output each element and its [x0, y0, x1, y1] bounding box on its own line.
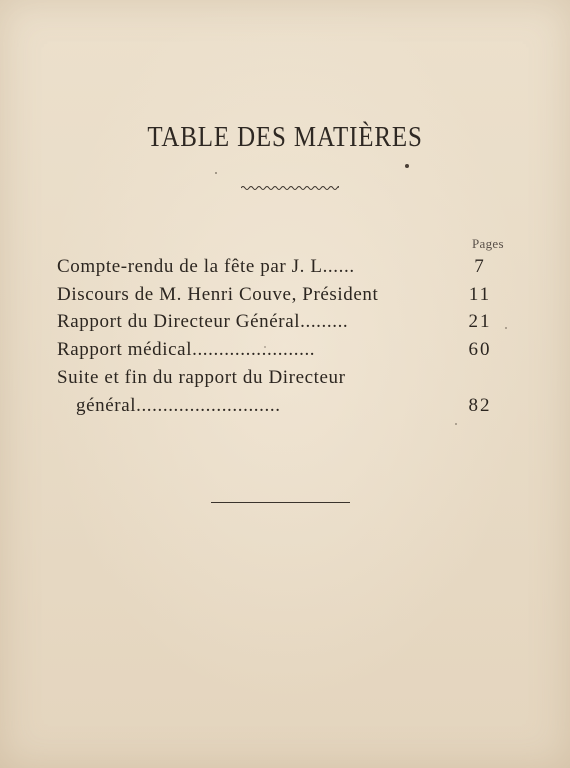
ink-speck	[455, 423, 457, 425]
toc-entry-label: Discours de M. Henri Couve, Président	[57, 284, 379, 305]
toc-entry	[57, 339, 497, 363]
pages-column-label: Pages	[472, 236, 504, 251]
ink-speck	[264, 346, 266, 348]
toc-entry-label: Suite et fin du rapport du Directeur	[57, 367, 346, 388]
ink-speck	[505, 327, 507, 329]
toc-entry	[57, 256, 497, 280]
page-title: TABLE DES MATIÈRES	[147, 121, 423, 153]
toc-entry-label: Compte-rendu de la fête par J. L......	[57, 256, 355, 277]
closing-rule	[211, 502, 350, 503]
toc-entry-label: Rapport du Directeur Général.........	[57, 311, 349, 332]
ink-speck	[215, 172, 217, 174]
toc-entry-label: général...........................	[76, 395, 281, 416]
toc-entry-page: 82	[468, 395, 492, 416]
toc-entry	[57, 367, 497, 391]
decorative-wavy-rule	[241, 184, 339, 192]
toc-entry-continuation	[57, 395, 497, 419]
toc-entry-page: 21	[468, 311, 492, 332]
toc-entry-page: 60	[468, 339, 492, 360]
ink-speck	[405, 164, 409, 168]
toc-entry-label: Rapport médical.......................	[57, 339, 316, 360]
toc-entry	[57, 284, 497, 308]
toc-entry-page: 11	[468, 284, 492, 305]
toc-entry-page: 7	[474, 256, 486, 277]
toc-entry	[57, 311, 497, 335]
